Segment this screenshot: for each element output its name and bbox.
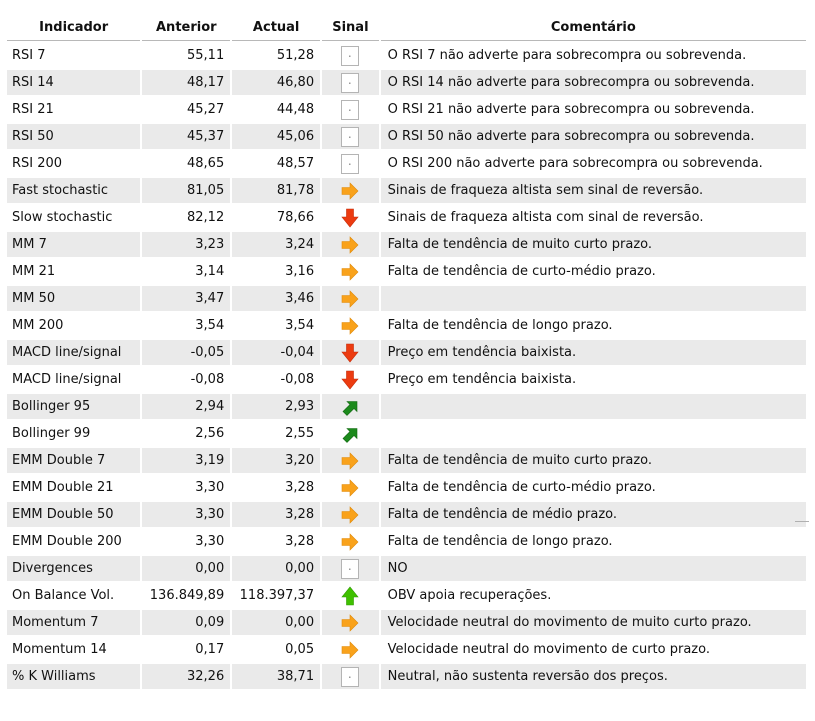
previous-cell: 3,54 [142, 313, 230, 338]
signal-cell [322, 637, 379, 662]
arrow-right-icon [341, 316, 359, 336]
signal-cell [322, 502, 379, 527]
table-row [7, 367, 806, 392]
previous-cell: -0,05 [142, 340, 230, 365]
current-cell: 3,28 [232, 529, 320, 554]
arrow-right-icon [341, 505, 359, 525]
indicator-cell: % K Williams [7, 664, 140, 689]
arrow-up-right-icon [341, 397, 359, 417]
signal-cell [322, 583, 379, 608]
comment-cell [381, 421, 806, 446]
previous-cell: 32,26 [142, 664, 230, 689]
indicator-cell: RSI 21 [7, 97, 140, 122]
current-cell: 3,16 [232, 259, 320, 284]
empty-signal-box-icon [341, 154, 359, 174]
header-current: Actual [232, 14, 320, 41]
signal-cell [322, 259, 379, 284]
table-row [7, 610, 806, 635]
header-row [7, 14, 806, 41]
current-cell: -0,08 [232, 367, 320, 392]
signal-cell [322, 124, 379, 149]
current-cell: 38,71 [232, 664, 320, 689]
current-cell: 3,46 [232, 286, 320, 311]
table-row [7, 313, 806, 338]
current-cell: 0,00 [232, 610, 320, 635]
signal-cell [322, 151, 379, 176]
header-indicator: Indicador [7, 14, 140, 41]
arrow-right-icon [341, 235, 359, 255]
arrow-up-icon [341, 586, 359, 606]
table-row [7, 97, 806, 122]
signal-cell [322, 43, 379, 68]
indicator-cell: Momentum 7 [7, 610, 140, 635]
previous-cell: 45,37 [142, 124, 230, 149]
current-cell: 45,06 [232, 124, 320, 149]
previous-cell: 0,09 [142, 610, 230, 635]
previous-cell: -0,08 [142, 367, 230, 392]
signal-cell [322, 367, 379, 392]
indicator-cell: EMM Double 200 [7, 529, 140, 554]
arrow-down-icon [341, 370, 359, 390]
previous-cell: 3,30 [142, 475, 230, 500]
empty-signal-box-icon [341, 559, 359, 579]
comment-cell: O RSI 200 não adverte para sobrecompra ou sobrevenda. [381, 151, 806, 176]
indicator-cell: MACD line/signal [7, 340, 140, 365]
indicator-cell: RSI 50 [7, 124, 140, 149]
indicator-cell: EMM Double 21 [7, 475, 140, 500]
comment-cell: O RSI 7 não adverte para sobrecompra ou sobrevenda. [381, 43, 806, 68]
signal-cell [322, 97, 379, 122]
comment-cell: Falta de tendência de curto-médio prazo. [381, 475, 806, 500]
comment-cell: Falta de tendência de médio prazo. [381, 502, 806, 527]
table-header [7, 14, 806, 41]
empty-signal-box-icon [341, 100, 359, 120]
signal-cell [322, 556, 379, 581]
comment-cell: Preço em tendência baixista. [381, 340, 806, 365]
comment-cell: OBV apoia recuperações. [381, 583, 806, 608]
arrow-right-icon [341, 262, 359, 282]
arrow-right-icon [341, 289, 359, 309]
indicator-cell: Fast stochastic [7, 178, 140, 203]
comment-cell: Velocidade neutral do movimento de muito curto prazo. [381, 610, 806, 635]
arrow-right-icon [341, 181, 359, 201]
previous-cell: 2,56 [142, 421, 230, 446]
current-cell: 51,28 [232, 43, 320, 68]
table-body [7, 43, 806, 689]
indicator-cell: EMM Double 50 [7, 502, 140, 527]
table-row [7, 124, 806, 149]
empty-signal-box-icon [341, 127, 359, 147]
signal-cell [322, 529, 379, 554]
signal-cell [322, 286, 379, 311]
comment-cell: O RSI 14 não adverte para sobrecompra ou sobrevenda. [381, 70, 806, 95]
signal-cell [322, 394, 379, 419]
indicator-cell: MM 7 [7, 232, 140, 257]
previous-cell: 81,05 [142, 178, 230, 203]
previous-cell: 3,23 [142, 232, 230, 257]
indicator-cell: Slow stochastic [7, 205, 140, 230]
comment-cell: NO [381, 556, 806, 581]
current-cell: 0,00 [232, 556, 320, 581]
table-row [7, 556, 806, 581]
comment-cell [381, 394, 806, 419]
arrow-right-icon [341, 451, 359, 471]
arrow-up-right-icon [341, 424, 359, 444]
table-row [7, 529, 806, 554]
header-comment: Comentário [381, 14, 806, 41]
table-row [7, 340, 806, 365]
indicator-cell: RSI 14 [7, 70, 140, 95]
comment-cell: Preço em tendência baixista. [381, 367, 806, 392]
current-cell: 78,66 [232, 205, 320, 230]
comment-cell [381, 286, 806, 311]
indicator-cell: RSI 7 [7, 43, 140, 68]
table-row [7, 583, 806, 608]
indicator-cell: Momentum 14 [7, 637, 140, 662]
current-cell: 48,57 [232, 151, 320, 176]
comment-cell: Falta de tendência de muito curto prazo. [381, 448, 806, 473]
indicator-cell: MM 21 [7, 259, 140, 284]
empty-signal-box-icon [341, 667, 359, 687]
previous-cell: 136.849,89 [142, 583, 230, 608]
previous-cell: 3,47 [142, 286, 230, 311]
signal-cell [322, 340, 379, 365]
signal-cell [322, 610, 379, 635]
indicator-cell: MM 200 [7, 313, 140, 338]
previous-cell: 3,14 [142, 259, 230, 284]
table-row [7, 664, 806, 689]
previous-cell: 0,00 [142, 556, 230, 581]
comment-cell: Falta de tendência de longo prazo. [381, 529, 806, 554]
indicator-cell: MM 50 [7, 286, 140, 311]
arrow-right-icon [341, 478, 359, 498]
current-cell: 3,20 [232, 448, 320, 473]
current-cell: 3,24 [232, 232, 320, 257]
table-row [7, 394, 806, 419]
comment-cell: O RSI 21 não adverte para sobrecompra ou sobrevenda. [381, 97, 806, 122]
table-row [7, 70, 806, 95]
empty-signal-box-icon [341, 46, 359, 66]
comment-cell: Sinais de fraqueza altista com sinal de reversão. [381, 205, 806, 230]
current-cell: 0,05 [232, 637, 320, 662]
table-row [7, 259, 806, 284]
previous-cell: 48,65 [142, 151, 230, 176]
arrow-down-icon [341, 208, 359, 228]
previous-cell: 45,27 [142, 97, 230, 122]
current-cell: 3,28 [232, 502, 320, 527]
current-cell: 3,54 [232, 313, 320, 338]
arrow-right-icon [341, 613, 359, 633]
previous-cell: 2,94 [142, 394, 230, 419]
comment-cell: Neutral, não sustenta reversão dos preços. [381, 664, 806, 689]
arrow-down-icon [341, 343, 359, 363]
indicator-cell: MACD line/signal [7, 367, 140, 392]
table-row [7, 43, 806, 68]
indicator-cell: Divergences [7, 556, 140, 581]
comment-cell: Falta de tendência de curto-médio prazo. [381, 259, 806, 284]
previous-cell: 0,17 [142, 637, 230, 662]
current-cell: 81,78 [232, 178, 320, 203]
divider-line [795, 521, 809, 522]
signal-cell [322, 448, 379, 473]
table-row [7, 178, 806, 203]
arrow-right-icon [341, 532, 359, 552]
comment-cell: Falta de tendência de longo prazo. [381, 313, 806, 338]
comment-cell: Velocidade neutral do movimento de curto prazo. [381, 637, 806, 662]
previous-cell: 3,30 [142, 502, 230, 527]
signal-cell [322, 178, 379, 203]
signal-cell [322, 313, 379, 338]
current-cell: 118.397,37 [232, 583, 320, 608]
table-row [7, 475, 806, 500]
table-row [7, 637, 806, 662]
previous-cell: 55,11 [142, 43, 230, 68]
previous-cell: 82,12 [142, 205, 230, 230]
current-cell: 3,28 [232, 475, 320, 500]
current-cell: 2,93 [232, 394, 320, 419]
comment-cell: O RSI 50 não adverte para sobrecompra ou sobrevenda. [381, 124, 806, 149]
table-row [7, 205, 806, 230]
indicator-cell: Bollinger 95 [7, 394, 140, 419]
table-row [7, 232, 806, 257]
previous-cell: 3,30 [142, 529, 230, 554]
previous-cell: 48,17 [142, 70, 230, 95]
signal-cell [322, 475, 379, 500]
table-row [7, 502, 806, 527]
signal-cell [322, 421, 379, 446]
comment-cell: Falta de tendência de muito curto prazo. [381, 232, 806, 257]
current-cell: 46,80 [232, 70, 320, 95]
current-cell: 44,48 [232, 97, 320, 122]
signal-cell [322, 232, 379, 257]
current-cell: 2,55 [232, 421, 320, 446]
indicator-cell: RSI 200 [7, 151, 140, 176]
indicator-cell: Bollinger 99 [7, 421, 140, 446]
table-row [7, 151, 806, 176]
indicator-cell: On Balance Vol. [7, 583, 140, 608]
comment-cell: Sinais de fraqueza altista sem sinal de reversão. [381, 178, 806, 203]
indicator-cell: EMM Double 7 [7, 448, 140, 473]
previous-cell: 3,19 [142, 448, 230, 473]
signal-cell [322, 664, 379, 689]
table-row [7, 286, 806, 311]
signal-cell [322, 70, 379, 95]
indicators-table [5, 12, 808, 691]
table-row [7, 448, 806, 473]
empty-signal-box-icon [341, 73, 359, 93]
table-row [7, 421, 806, 446]
header-previous: Anterior [142, 14, 230, 41]
arrow-right-icon [341, 640, 359, 660]
signal-cell [322, 205, 379, 230]
header-signal: Sinal [322, 14, 379, 41]
current-cell: -0,04 [232, 340, 320, 365]
